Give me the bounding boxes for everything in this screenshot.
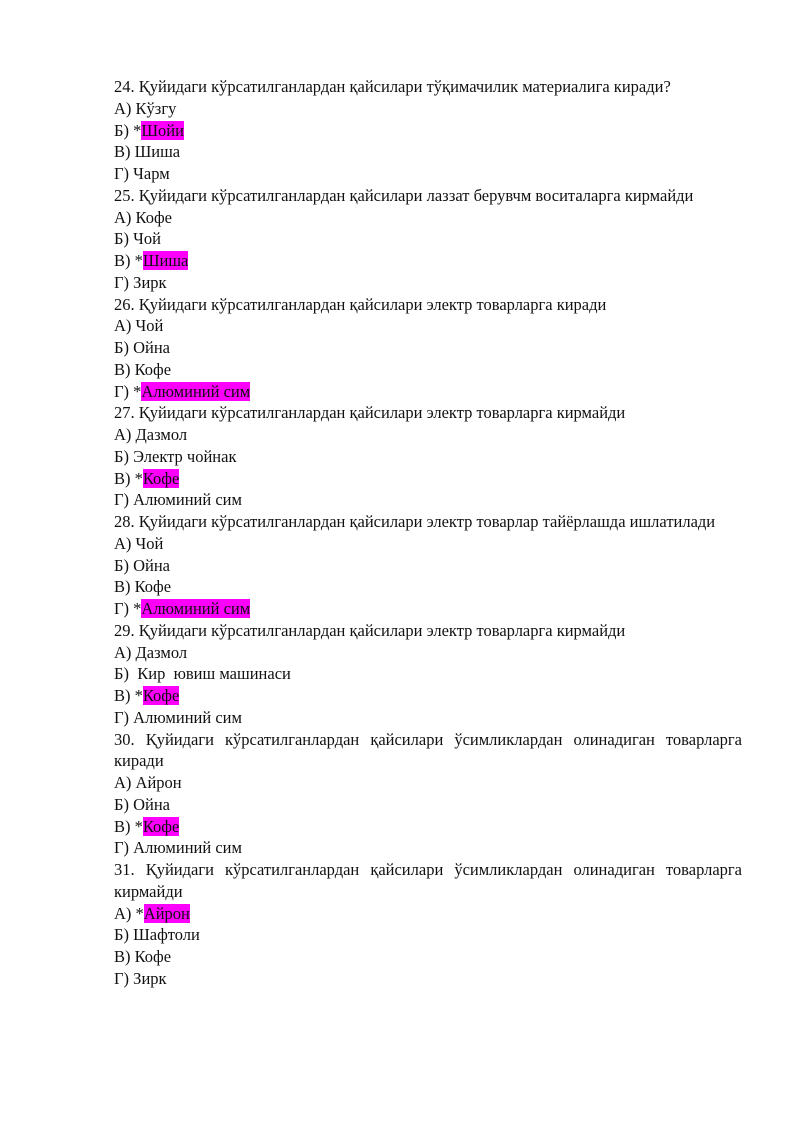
answer-option: [114, 228, 742, 250]
answer-option: [114, 707, 742, 729]
correct-answer-marker: *: [134, 686, 143, 705]
answer-option: [114, 120, 742, 142]
question-text: 28. Қуйидаги кўрсатилганлардан қайсилари электр товарлар тайёрлашда ишлатилади: [114, 512, 716, 531]
option-text: Ойна: [133, 338, 171, 357]
question-text: 25. Қуйидаги кўрсатилганлардан қайсилари лаззат берувчм воситаларга кирмайди: [114, 185, 694, 205]
option-text: Зирк: [133, 968, 167, 988]
question-text: 26. Қуйидаги кўрсатилганлардан қайсилари электр товарларга киради: [114, 294, 607, 314]
option-letter: Г): [114, 599, 134, 618]
answer-option: [114, 598, 742, 620]
answer-option: [114, 141, 742, 163]
question-block: [114, 859, 742, 990]
option-text: Шиша: [134, 142, 181, 162]
option-letter: Б): [114, 446, 134, 466]
option-letter: В): [114, 577, 135, 597]
option-letter: В): [114, 947, 135, 966]
question-text: 27. Қуйидаги кўрсатилганлардан қайсилари электр товарларга кирмайди: [114, 403, 626, 423]
highlighted-answer-text: Шиша: [142, 251, 189, 270]
option-text: Дазмол: [135, 425, 188, 444]
option-text: Кир ювиш машинаси: [137, 664, 291, 684]
highlighted-answer-text: Кофе: [142, 468, 180, 488]
answer-option: [114, 337, 742, 359]
option-text: Алюминий сим: [133, 490, 242, 510]
option-letter: А): [114, 316, 136, 336]
option-text: Электр чойнак: [133, 446, 237, 466]
correct-answer-marker: *: [134, 251, 143, 270]
answer-option: [114, 576, 742, 598]
answer-option: [114, 446, 742, 468]
option-letter: В): [114, 468, 135, 488]
document-page: [114, 76, 742, 990]
answer-option: [114, 968, 742, 990]
correct-answer-marker: *: [134, 816, 143, 836]
correct-answer-marker: *: [133, 599, 142, 618]
answer-option: [114, 946, 742, 968]
option-text: Кофе: [134, 577, 172, 597]
option-text: Чой: [135, 316, 164, 336]
answer-option: [114, 489, 742, 511]
option-text: Ойна: [133, 794, 171, 814]
option-letter: А): [114, 425, 136, 444]
correct-answer-marker: *: [135, 903, 144, 923]
correct-answer-marker: *: [133, 120, 142, 140]
option-letter: Б): [114, 925, 134, 945]
answer-option: [114, 272, 742, 294]
highlighted-answer-text: Кофе: [142, 686, 180, 705]
answer-option: [114, 903, 742, 925]
highlighted-answer-text: Кофе: [142, 816, 180, 836]
option-letter: Г): [114, 381, 134, 401]
option-letter: Б): [114, 794, 134, 814]
option-text: Шафтоли: [133, 925, 200, 945]
option-text: Алюминий сим: [133, 707, 242, 727]
option-text: Кофе: [134, 947, 172, 966]
answer-option: [114, 315, 742, 337]
option-text: Ойна: [133, 555, 171, 575]
answer-option: [114, 207, 742, 229]
option-text: Чарм: [133, 164, 170, 183]
option-letter: Г): [114, 707, 134, 727]
highlighted-answer-text: Алюминий сим: [141, 381, 251, 401]
option-letter: В): [114, 251, 135, 270]
answer-option: [114, 359, 742, 381]
answer-option: [114, 772, 742, 794]
answer-option: [114, 837, 742, 859]
option-letter: В): [114, 816, 135, 836]
option-letter: А): [114, 773, 136, 792]
answer-option: [114, 642, 742, 664]
option-letter: Г): [114, 838, 134, 858]
option-letter: Б): [114, 555, 134, 575]
question-block: [114, 620, 742, 729]
question-block: [114, 511, 742, 620]
option-letter: Г): [114, 164, 134, 183]
option-text: Чой: [135, 533, 164, 553]
option-text: Чой: [133, 229, 161, 249]
question-text: 29. Қуйидаги кўрсатилганлардан қайсилари электр товарларга кирмайди: [114, 620, 626, 640]
option-letter: В): [114, 686, 135, 705]
answer-option: [114, 163, 742, 185]
correct-answer-marker: *: [134, 468, 143, 488]
option-letter: Г): [114, 272, 134, 292]
correct-answer-marker: *: [133, 381, 142, 401]
answer-option: [114, 468, 742, 490]
option-text: Кўзгу: [135, 98, 177, 118]
highlighted-answer-text: Алюминий сим: [141, 599, 251, 618]
answer-option: [114, 794, 742, 816]
answer-option: [114, 663, 742, 685]
question-text: 24. Қуйидаги кўрсатилганлардан қайсилари тўқимачилик материалига киради?: [114, 77, 671, 96]
option-letter: А): [114, 642, 136, 662]
question-text: 31. Қуйидаги кўрсатилганлардан қайсилари ўсимликлардан олинадиган товарларга кирмайди: [114, 860, 742, 901]
option-letter: В): [114, 359, 135, 379]
question-block: [114, 76, 742, 185]
option-text: Кофе: [134, 359, 172, 379]
option-text: Зирк: [133, 272, 167, 292]
option-text: Айрон: [135, 773, 182, 792]
highlighted-answer-text: Айрон: [143, 903, 190, 923]
option-letter: Г): [114, 968, 134, 988]
highlighted-answer-text: Шойи: [141, 120, 184, 140]
option-letter: Г): [114, 490, 134, 510]
option-letter: А): [114, 533, 136, 553]
option-letter: Б): [114, 338, 134, 357]
answer-option: [114, 250, 742, 272]
answer-option: [114, 533, 742, 555]
question-block: [114, 294, 742, 403]
answer-option: [114, 424, 742, 446]
answer-option: [114, 98, 742, 120]
question-block: [114, 185, 742, 294]
answer-option: [114, 816, 742, 838]
answer-option: [114, 924, 742, 946]
option-letter: Б): [114, 120, 134, 140]
option-text: Алюминий сим: [133, 838, 242, 858]
question-text: 30. Қуйидаги кўрсатилганлардан қайсилари ўсимликлардан олинадиган товарларга киради: [114, 729, 742, 771]
option-letter: А): [114, 207, 136, 227]
option-text: Дазмол: [135, 642, 188, 662]
answer-option: [114, 685, 742, 707]
option-letter: А): [114, 98, 136, 118]
option-letter: А): [114, 903, 136, 923]
question-block: [114, 729, 742, 860]
option-letter: В): [114, 142, 135, 162]
option-text: Кофе: [135, 207, 172, 227]
option-letter: Б): [114, 229, 134, 249]
answer-option: [114, 555, 742, 577]
question-block: [114, 402, 742, 511]
option-letter: Б): [114, 664, 138, 684]
answer-option: [114, 381, 742, 403]
